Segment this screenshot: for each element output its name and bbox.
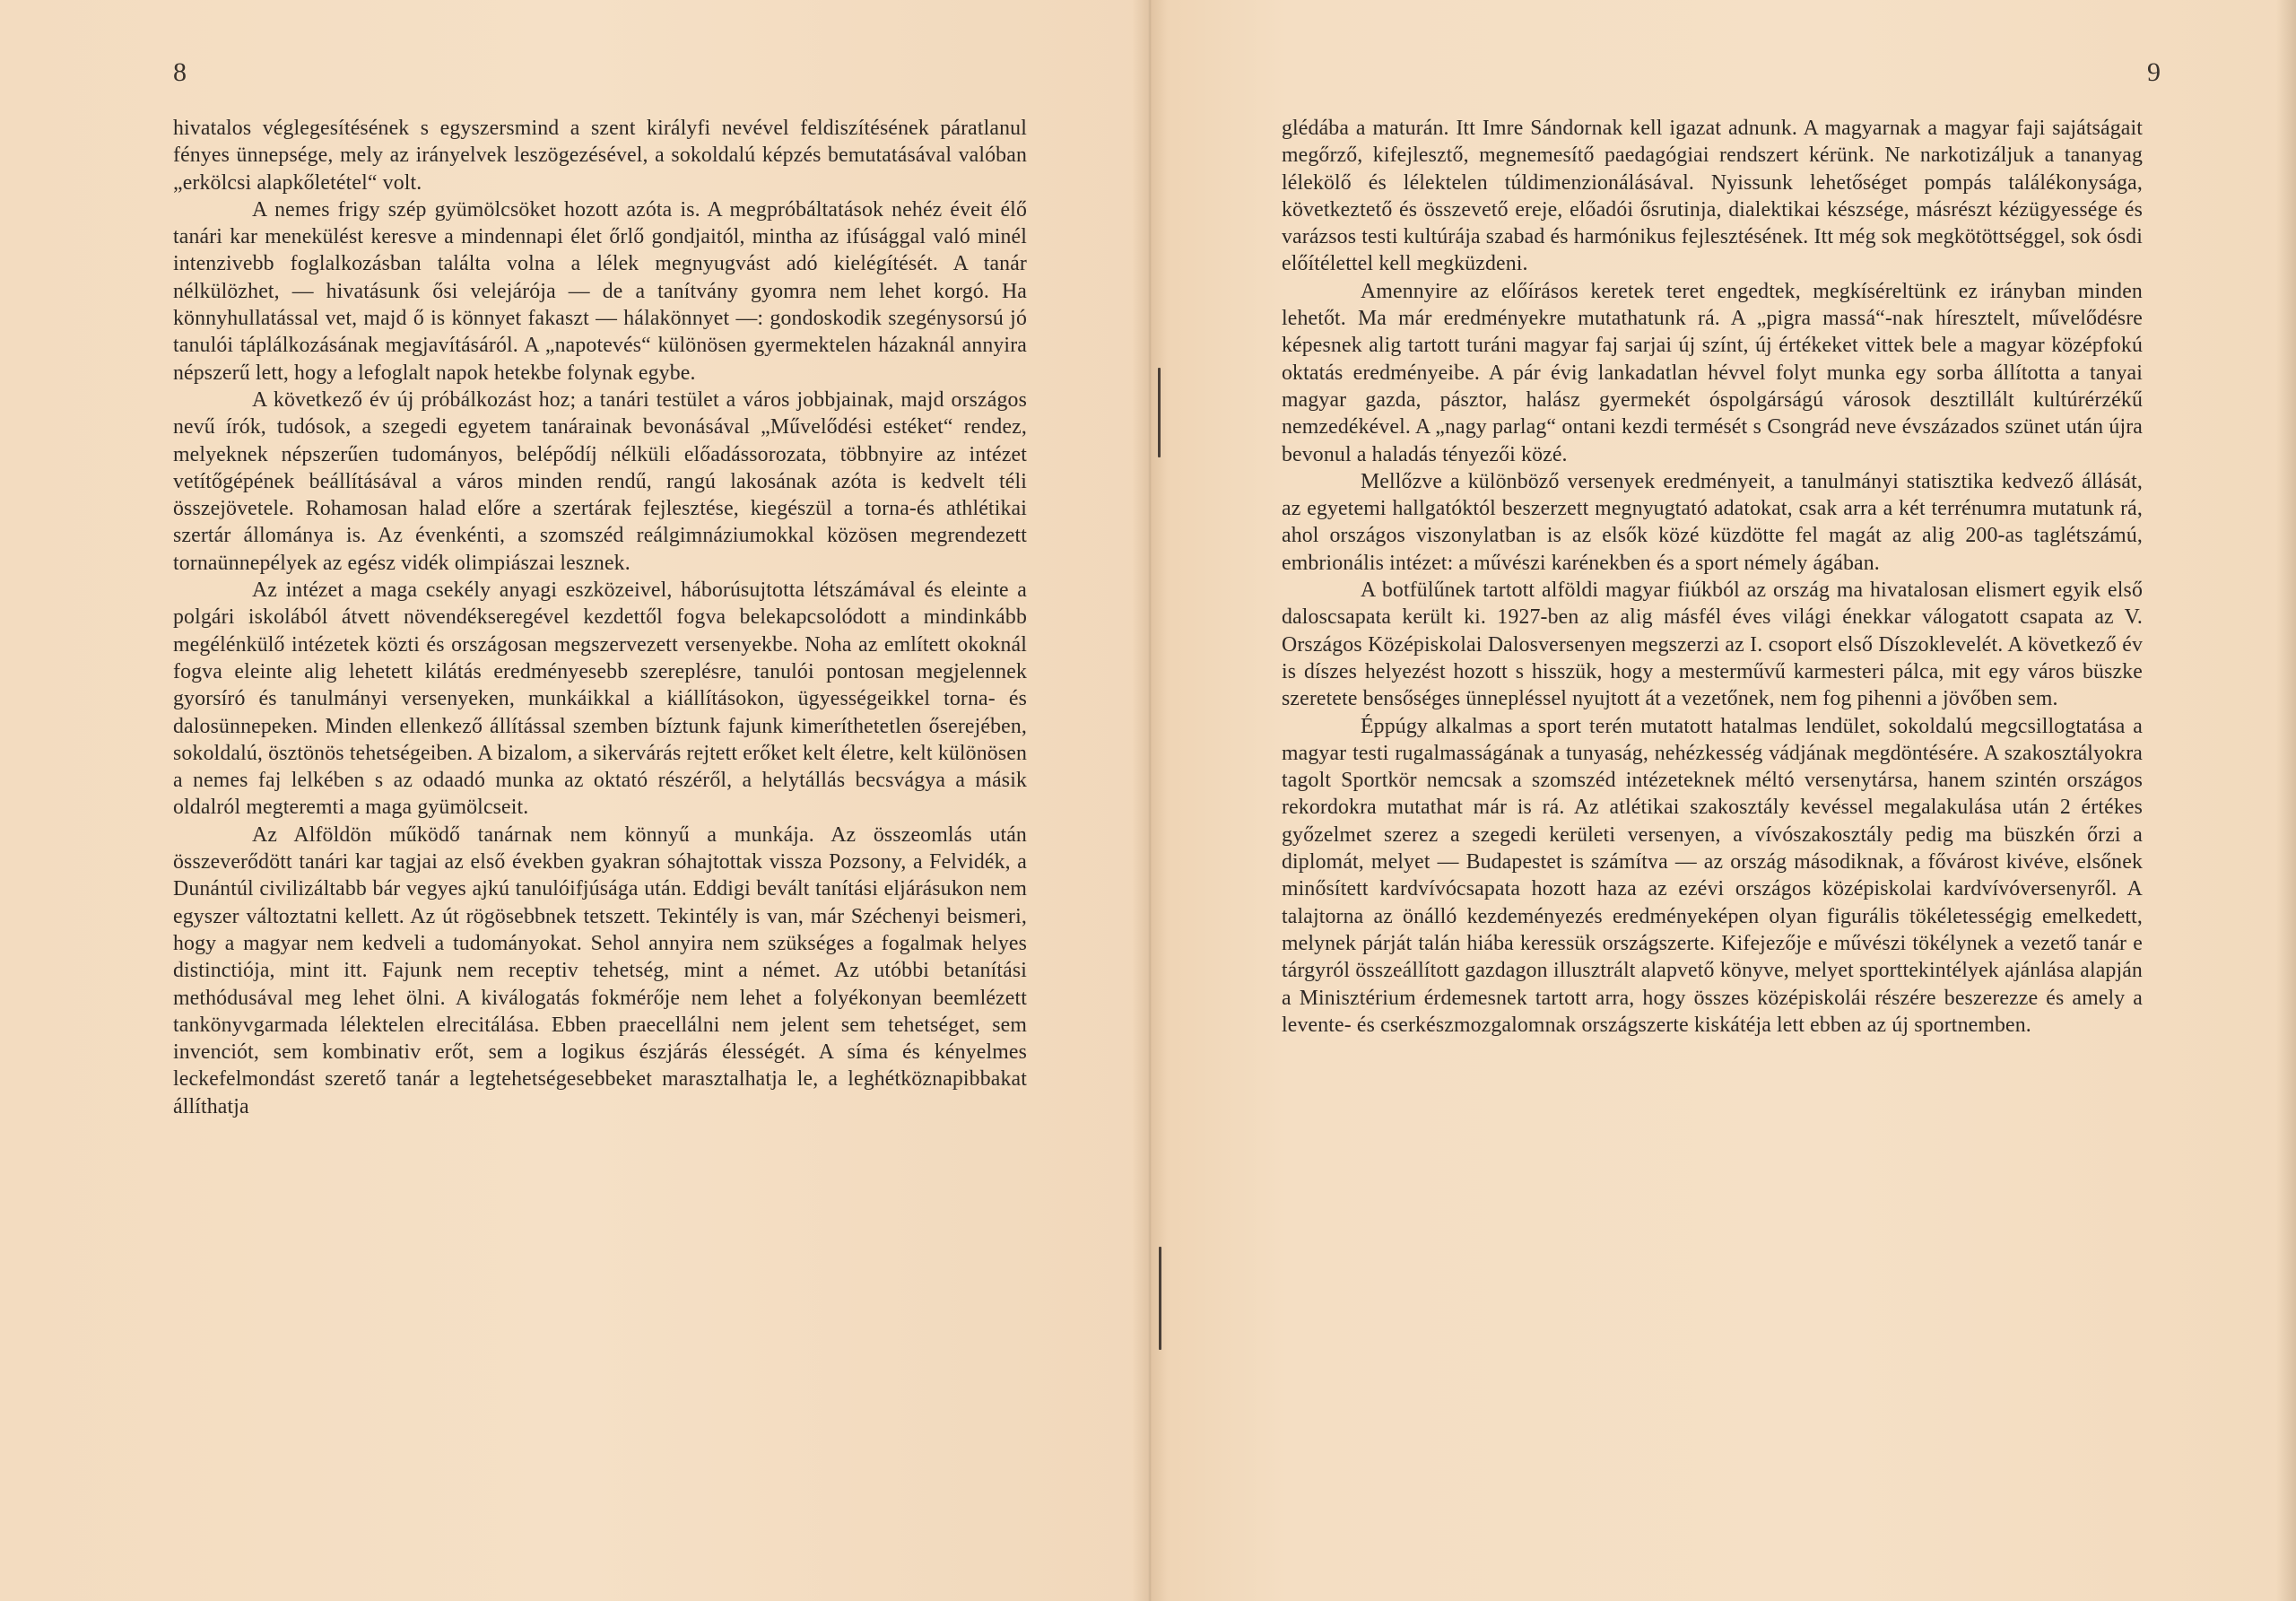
left-page: [0, 0, 1146, 1601]
right-paragraph-2: Amennyire az előírásos keretek teret engedtek, megkíséreltünk ez irányban minden lehetőt. Ma már eredményekre mutathatunk rá. A „pigra massá“-nak híresztelt, művelődésre képesnek alig tartott turáni magyar faj sarjai új színt, új értékeket vittek bele a magyar középfokú oktatás eredményeibe. A pár évig lankadatlan hévvel folyt munka egy sorba állította a tanyai magyar gazda, pásztor, halász gyermekét óspolgárságú városok desztillált kultúrérzékű nemzedékével. A „nagy parlag“ ontani kezdi termését s Csongrád neve évszázados szünet után újra bevonul a haladás tényezői közé.: [1282, 279, 2143, 466]
right-paragraph-4: A botfülűnek tartott alföldi magyar fiúkból az ország ma hivatalosan elismert egyik első daloscsapata került ki. 1927-ben az alig másfél éves világi énekkar válogatott csapata az V. Országos Középiskolai Dalosversenyen megszerzi az I. csoport első Díszoklevelét. A következő év is díszes helyezést hozott s hisszük, hogy a mesterművű karmesteri pálca, mit egy város büszke szeretete bensőséges ünnepléssel nyujtott át a vezetőnek, nem fog pihenni a jövőben sem.: [1282, 579, 2143, 711]
left-paragraph-1: hivatalos véglegesítésének s egyszersmind a szent királyfi nevével feldiszítésének páratlanul fényes ünnepsége, mely az irányelvek leszögezésével, a sokoldalú képzés bemutatásával valóban „erkölcsi alapkőletétel“ volt.: [173, 117, 1027, 195]
page-edge-shadow: [2276, 0, 2296, 1601]
staple-mark-top: [1158, 368, 1161, 457]
right-page-text: [1282, 115, 2143, 1039]
left-paragraph-2: A nemes frigy szép gyümölcsöket hozott azóta is. A megpróbáltatások nehéz éveit élő tanári kar menekülést keresve a mindennapi élet őrlő gondjaitól, mintha az ifúsággal való minél intenzivebb foglalkozásban találta volna a lélek megnyugvást adó kielégítését. A tanár nélkülözhet, — hivatásunk ősi velejárója — de a tanítvány gyomra nem lehet korgó. Ha könnyhullatással vet, majd ő is könnyet fakaszt — hálakönnyet —: gondoskodik szegénysorsú jó tanulói táplálkozásának megjavításáról. A „napotevés“ különösen gyermektelen házaknál annyira népszerű lett, hogy a lefoglalt napok hetekbe folynak egybe.: [173, 197, 1027, 385]
left-paragraph-4: Az intézet a maga csekély anyagi eszközeivel, háborúsujtotta létszámával és eleinte a polgári iskolából átvett növendékseregével kezdettől fogva belekapcsolódott a mindinkább megélénkülő intézetek közti és országosan megszervezett versenyekbe. Noha az említett okoknál fogva eleinte alig lehetett kilátás eredményesebb szereplésre, tanulói pontosan megjelennek gyorsíró és tanulmányi versenyeken, munkáikkal a kiállításokon, ügyességeikkel torna- és dalosünnepeken. Minden ellenkező állítással szemben bíztunk fajunk kimeríthetetlen őserejében, sokoldalú, ösztönös tehetségeiben. A bizalom, a sikervárás rejtett erőket kelt életre, kelt különösen a nemes faj lelkében s az odaadó munka az oktató részéről, a helytállás becsvágya a másik oldalról megteremti a maga gyümölcseit.: [173, 579, 1027, 820]
book-gutter: [1132, 0, 1168, 1601]
left-paragraph-3: A következő év új próbálkozást hoz; a tanári testület a város jobbjainak, majd országos nevű írók, tudósok, a szegedi egyetem tanárainak bevonásával „Művelődési estéket“ rendez, melyeknek népszerűen tudományos, belépődíj nélküli előadássorozata, többnyire az intézet vetítőgépének beállításával a város minden rendű, rangú lakosának azóta is kedvelt téli összejövetele. Rohamosan halad előre a szertárak fejlesztése, kiegészül a torna-és athlétikai szertár állománya is. Az évenkénti, a szomszéd reálgimnáziumokkal közösen megrendezett tornaünnepélyek az egész vidék olimpiászai lesznek.: [173, 387, 1027, 575]
staple-mark-bottom: [1159, 1247, 1161, 1350]
right-page: [1150, 0, 2296, 1601]
right-paragraph-3: Mellőzve a különböző versenyek eredményeit, a tanulmányi statisztika kedvező állását, az egyetemi hallgatóktól beszerzett megnyugtató adatokat, csak arra a két terrénumra mutatunk rá, ahol országos viszonylatban is az elsők közé küzdötte fel magát az alig 200-as taglétszámú, embrionális intézet: a művészi karénekben és a sport némely ágában.: [1282, 469, 2143, 575]
left-paragraph-5: Az Alföldön működő tanárnak nem könnyű a munkája. Az összeomlás után összeverődött tanári kar tagjai az első években gyakran sóhajtottak vissza Pozsony, a Felvidék, a Dunántúl civilizáltabb bár vegyes ajkú tanulóifjúsága után. Eddigi bevált tanítási eljárásukon nem egyszer változtatni kellett. Az út rögösebbnek tetszett. Tekintély is van, már Széchenyi beismeri, hogy a magyar nem kedveli a tudományokat. Sehol annyira nem szükséges a fogalmak helyes distinctiója, mint itt. Fajunk nem receptiv tehetség, mint a német. Az utóbbi betanítási methódusával meg lehet ölni. A kiválogatás fokmérője nem lehet a folyékonyan beemlézett tankönyvgarmada lélektelen elrecitálása. Ebben praecellálni nem jelent sem tehetséget, sem invenciót, sem kombinativ erőt, sem a logikus észjárás élességét. A síma és kényelmes leckefelmondást szerető tanár a legtehetségesebbeket marasztalhatja le, a leghétköznapibbakat állíthatja: [173, 822, 1027, 1118]
right-paragraph-5: Éppúgy alkalmas a sport terén mutatott hatalmas lendület, sokoldalú megcsillogtatása a magyar testi rugalmasságának a tunyaság, nehézkesség vádjának megdöntésére. A szakosztályokra tagolt Sportkör nemcsak a szomszéd intézeteknek méltó versenytársa, hanem szintén országos rekordokra mutathat már is rá. Az atlétikai szakosztály kevéssel megalakulása után 2 értékes győzelmet szerez a szegedi kerületi versenyen, a vívószakosztály pedig ma büszkén őrzi a diplomát, melyet — Budapestet is számítva — az ország másodiknak, a fővárost kivéve, elsőnek minősített kardvívócsapata hozott haza az ezévi országos középiskolai kardvívóversenyről. A talajtorna az önálló kezdeményezés eredményeképen olyan figurális tökéletességig emelkedett, melynek párját talán hiába keressük országszerte. Kifejezője e művészi tökélynek a vezető tanár e tárgyról összeállított gazdagon illusztrált alapvető könyve, melyet sporttekintélyek ajánlása alapján a Minisztérium érdemesnek tartott arra, hogy összes középiskolái részére beszerezze és amely a levente- és cserkészmozgalomnak országszerte kiskátéja lett ebben az új sportnemben.: [1282, 714, 2143, 1037]
left-page-text: [173, 115, 1027, 1120]
left-page-number: 8: [173, 57, 187, 87]
right-paragraph-1: glédába a maturán. Itt Imre Sándornak kell igazat adnunk. A magyarnak a magyar faji sajátságait megőrző, kifejlesztő, megnemesítő paedagógiai rendszert kérünk. Ne narkotizáljuk a tananyag lélekölő és lélektelen túldimenzionálásával. Nyissunk lehetőséget pompás találékonysága, következtető és összevető ereje, előadói ősrutinja, dialektikai készsége, másrészt kézügyessége és varázsos testi kultúrája szabad és harmónikus fejlesztésének. Itt még sok megkötöttséggel, sok ósdi előítélettel kell megküzdeni.: [1282, 117, 2143, 276]
right-page-number: 9: [2147, 57, 2161, 87]
